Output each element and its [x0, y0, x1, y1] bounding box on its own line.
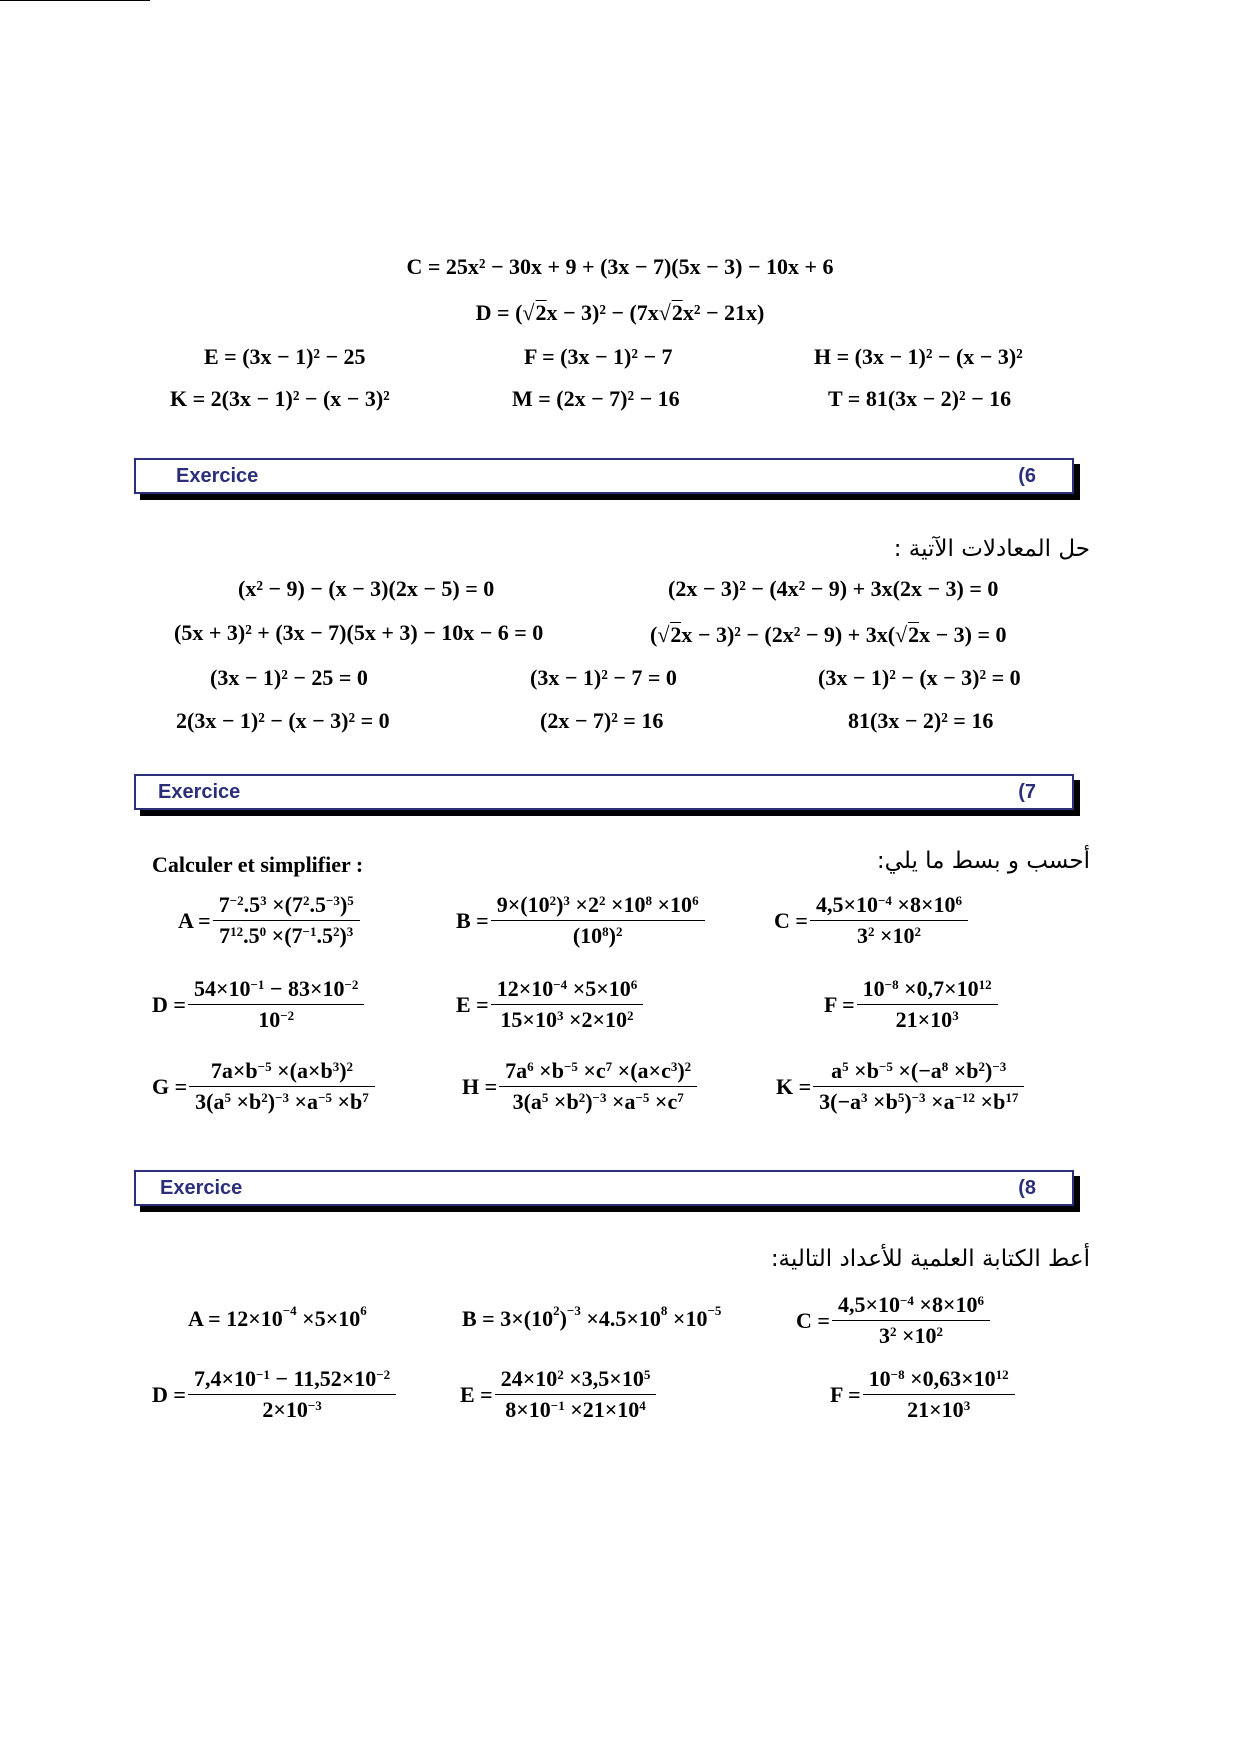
ex8-instruction: أعط الكتابة العلمية للأعداد التالية: — [770, 1246, 1090, 1272]
exercise-6-banner — [134, 458, 1074, 494]
fraction-C: C = $4,5\times 10^{-4} \times 8\times 10^6$ $3^2 \times 10^2$ — [774, 890, 970, 951]
exercise-label: Exercice — [160, 1177, 243, 1199]
ex7-instruction-ar: أحسب و بسط ما يلي: — [876, 848, 1090, 874]
exercise-7-banner — [134, 774, 1074, 810]
equation-5: (3x − 1)² − 25 = 0 — [210, 665, 368, 690]
fraction-B: B = $9\times(10^2)^3 \times 2^2 \times 10^8 \times 10^6$ $(10^8)^2$ — [456, 890, 707, 951]
sci-D: D = $7,4\times 10^{-1} - 11,52\times 10^{-2}$ $2\times 10^{-3}$ — [152, 1364, 398, 1425]
fraction-F: F = $10^{-8} \times 0,7\times 10^{12}$ $21\times 10^3$ — [824, 974, 1000, 1035]
sci-C: C = $4,5\times 10^{-4} \times 8\times 10^6$ $3^2 \times 10^2$ — [796, 1290, 992, 1351]
expr-M: M = (2x − 7)² − 16 — [512, 386, 680, 411]
equation-3: (5x + 3)² + (3x − 7)(5x + 3) − 10x − 6 = 0 — [174, 620, 544, 645]
expr-H: H = (3x − 1)² − (x − 3)² — [814, 344, 1023, 369]
equation-8: 2(3x − 1)² − (x − 3)² = 0 — [176, 708, 390, 733]
exercise-label: Exercice — [176, 465, 259, 487]
fraction-H: H = $7a^6 \times b^{-5} \times c^7 \times(a\times c^3)^2$ $3(a^5 \times b^2)^{-3} \times a^{-5} \times c^7$ — [462, 1056, 699, 1117]
exercise-number: (6 — [1018, 465, 1036, 487]
equation-7: (3x − 1)² − (x − 3)² = 0 — [818, 665, 1021, 690]
sci-B: $B = 3\times(10^2)^{-3} \times 4.5\times 10^8 \times 10^{-5}$ — [462, 1303, 722, 1331]
expr-C: C = 25x² − 30x + 9 + (3x − 7)(5x − 3) − 10x + 6 — [406, 254, 834, 279]
expr-D: D = (√2x − 3)² − (7x√2x² − 21x) — [475, 300, 765, 325]
exercise-8-banner — [134, 1170, 1074, 1206]
equation-2: (2x − 3)² − (4x² − 9) + 3x(2x − 3) = 0 — [668, 576, 999, 601]
expr-F: F = (3x − 1)² − 7 — [524, 344, 673, 369]
fraction-G: G = $7a\times b^{-5} \times(a\times b^3)^2$ $3(a^5 \times b^2)^{-3} \times a^{-5} \times b^7$ — [152, 1056, 377, 1117]
fraction-D: D = $54\times 10^{-1} - 83\times 10^{-2}$ $10^{-2}$ — [152, 974, 366, 1035]
ex6-instruction: حل المعادلات الآتية : — [893, 536, 1090, 562]
ex7-instruction-fr: Calculer et simplifier : — [152, 852, 364, 877]
sci-A: $A = 12\times 10^{-4} \times 5\times 10^6$ — [188, 1303, 367, 1331]
equation-6: (3x − 1)² − 7 = 0 — [530, 665, 677, 690]
sci-E: E = $24\times 10^2 \times 3,5\times 10^5$ $8\times 10^{-1} \times 21\times 10^4$ — [460, 1364, 658, 1425]
fraction-K: K = $a^5 \times b^{-5} \times(-a^8 \times b^2)^{-3}$ $3(-a^3 \times b^5)^{-3} \times a^{-12} \times b^{17}$ — [776, 1056, 1026, 1117]
expr-K: K = 2(3x − 1)² − (x − 3)² — [170, 386, 390, 411]
fraction-E: E = $12\times 10^{-4} \times 5\times 10^6$ $15\times 10^3 \times 2\times 10^2$ — [456, 974, 645, 1035]
equation-4: (√2x − 3)² − (2x² − 9) + 3x(√2x − 3) = 0 — [650, 622, 1007, 647]
equation-9: (2x − 7)² = 16 — [540, 708, 664, 733]
fraction-A: A = $7^{-2}.5^3 \times(7^2.5^{-3})^5$ $7^{12}.5^0 \times(7^{-1}.5^2)^3$ — [178, 890, 362, 951]
sci-F: F = $10^{-8} \times 0,63\times 10^{12}$ $21\times 10^3$ — [830, 1364, 1017, 1425]
expr-E: E = (3x − 1)² − 25 — [204, 344, 366, 369]
expr-T: T = 81(3x − 2)² − 16 — [828, 386, 1012, 411]
top-rule — [0, 0, 150, 1]
exercise-label: Exercice — [158, 781, 241, 803]
equation-1: (x² − 9) − (x − 3)(2x − 5) = 0 — [238, 576, 495, 601]
exercise-number: (7 — [1018, 781, 1036, 803]
exercise-number: (8 — [1018, 1177, 1036, 1199]
equation-10: 81(3x − 2)² = 16 — [848, 708, 994, 733]
